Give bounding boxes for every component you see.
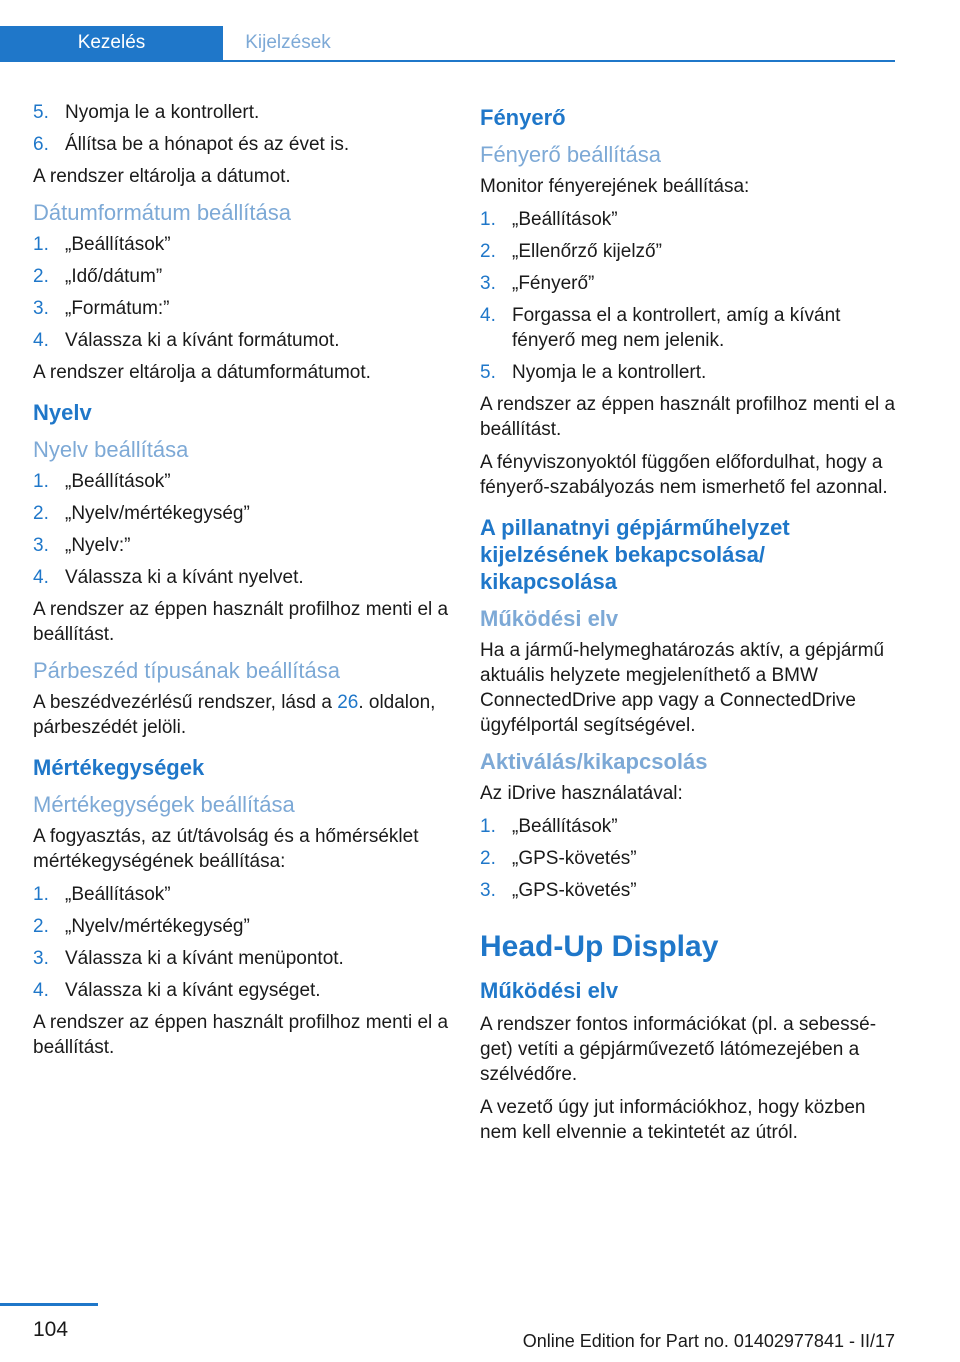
list-item: 1. „Beállítások” (480, 209, 618, 230)
list-item: 2. „Ellenőrző kijelző” (480, 241, 662, 262)
heading-units-set: Mértékegységek beállítása (33, 792, 295, 817)
paragraph: Az iDrive használatával: (480, 783, 683, 804)
footer-rule (0, 1303, 98, 1306)
paragraph-dialog: A beszédvezérlésű rendszer, lásd a 26. oldalon, párbeszédét jelöli. (33, 692, 436, 738)
paragraph: Monitor fényerejének beállítása: (480, 176, 750, 197)
steps-gps (480, 814, 898, 903)
edition-note: Online Edition for Part no. 01402977841 - II/17 (522, 1331, 895, 1351)
paragraph: A fényviszonyoktól függően előfordulhat, hogy a fényerő-szabályozás nem ismerhető fel azonnal. (480, 452, 888, 498)
heading-head-up-display: Head-Up Display (480, 930, 719, 963)
right-column (480, 100, 898, 1153)
list-item: 4. Válassza ki a kívánt nyelvet. (33, 567, 304, 588)
paragraph: A rendszer eltárolja a dátumot. (33, 166, 291, 187)
steps-units (33, 882, 453, 1003)
page-number: 104 (33, 1318, 69, 1341)
steps-date-end (33, 100, 453, 157)
heading-hud-principle: Működési elv (480, 978, 619, 1003)
paragraph: Ha a jármű-helymeghatározás aktív, a gépjármű aktuális helyzete megjeleníthető a BMW ConnectedDrive app vagy a ConnectedDrive ügyfélportál segítségével. (480, 640, 885, 736)
list-item: 3. Válassza ki a kívánt menüpontot. (33, 948, 344, 969)
paragraph: A vezető úgy jut információkhoz, hogy közben nem kell elvennie a tekintetét az útról. (480, 1097, 866, 1143)
paragraph: A rendszer az éppen használt profilhoz menti el a beállítást. (33, 1012, 449, 1058)
list-item: 3. „GPS-követés” (480, 880, 637, 901)
heading-date-format: Dátumformátum beállítása (33, 200, 291, 225)
steps-brightness (480, 207, 898, 385)
list-item: 3. „Formátum:” (33, 298, 170, 319)
list-item: 2. „GPS-követés” (480, 848, 637, 869)
list-item: 2. „Nyelv/mértékegység” (33, 503, 250, 524)
heading-gps-tracking: A pillanatnyi gépjárműhelyzet kijelzésének bekapcsolása/ kikapcsolása (480, 515, 790, 594)
heading-activation: Aktiválás/kikapcsolás (480, 749, 708, 774)
heading-units: Mértékegységek (33, 755, 205, 780)
heading-language: Nyelv (33, 400, 92, 425)
list-item: 1. „Beállítások” (480, 816, 618, 837)
list-item: 1. „Beállítások” (33, 234, 171, 255)
paragraph: A rendszer az éppen használt profilhoz menti el a beállítást. (33, 599, 449, 645)
tabbar-rule (0, 60, 895, 62)
paragraph: A rendszer eltárolja a dátumformátumot. (33, 362, 371, 383)
steps-language (33, 469, 453, 590)
heading-language-set: Nyelv beállítása (33, 437, 189, 462)
list-item: 3. „Fényerő” (480, 273, 595, 294)
list-item: 4. Forgassa el a kontrollert, amíg a kívánt fényerő meg nem jelenik. (480, 305, 841, 351)
heading-brightness: Fényerő (480, 105, 566, 130)
list-item: 5. Nyomja le a kontrollert. (33, 102, 260, 123)
tab-kezeles[interactable]: Kezelés (0, 26, 223, 62)
list-item: 4. Válassza ki a kívánt egységet. (33, 980, 321, 1001)
list-item: 2. „Idő/dátum” (33, 266, 163, 287)
list-item: 4. Válassza ki a kívánt formátumot. (33, 330, 340, 351)
left-column (33, 100, 453, 1068)
paragraph: A rendszer az éppen használt profilhoz menti el a beállítást. (480, 394, 896, 440)
section-tabbar (0, 26, 895, 62)
heading-dialog-type: Párbeszéd típusának beállítása (33, 658, 340, 683)
page-link-26[interactable]: 26 (337, 692, 359, 713)
heading-principle: Működési elv (480, 606, 619, 631)
heading-brightness-set: Fényerő beállítása (480, 142, 661, 167)
list-item: 1. „Beállítások” (33, 884, 171, 905)
list-item: 1. „Beállítások” (33, 471, 171, 492)
paragraph: A fogyasztás, az út/távolság és a hőmérséklet mértékegységének beállítása: (33, 826, 419, 872)
tab-kijelzesek[interactable]: Kijelzések (245, 32, 331, 53)
list-item: 3. „Nyelv:” (33, 535, 131, 556)
paragraph: A rendszer fontos információkat (pl. a sebességet) vetíti a gépjárművezető látómezejében a szélvédőre. (480, 1014, 877, 1085)
steps-date-format (33, 232, 453, 353)
list-item: 2. „Nyelv/mértékegység” (33, 916, 250, 937)
list-item: 6. Állítsa be a hónapot és az évet is. (33, 134, 350, 155)
list-item: 5. Nyomja le a kontrollert. (480, 362, 707, 383)
